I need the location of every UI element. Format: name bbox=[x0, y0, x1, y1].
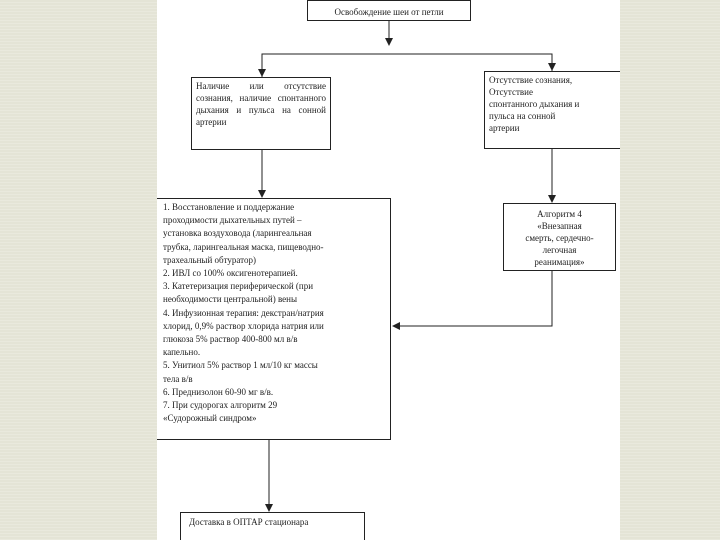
algorithm4-line: Алгоритм 4 bbox=[537, 209, 582, 219]
box-algorithm-4-reference bbox=[503, 203, 616, 271]
algorithm4-line: легочная bbox=[542, 245, 577, 255]
box-right-line: Отсутствие сознания, bbox=[489, 75, 573, 85]
box-treatment-protocol bbox=[157, 198, 391, 440]
algorithm4-line: реанимация» bbox=[534, 257, 585, 267]
protocol-line: 4. Инфузионная терапия: декстран/натрия bbox=[163, 307, 324, 318]
protocol-line: капельно. bbox=[163, 347, 201, 358]
algorithm4-line: смерть, сердечно- bbox=[525, 233, 594, 243]
box-left-text: Наличие или отсутствие сознания, наличие спонтанного дыхания и пульса на сонной артерии bbox=[196, 81, 326, 127]
background-left-panel bbox=[0, 0, 157, 540]
protocol-line: глюкоза 5% раствор 400-800 мл в/в bbox=[163, 334, 298, 345]
box-top-text: Освобождение шеи от петли bbox=[334, 7, 444, 17]
box-right-line: Отсутствие bbox=[489, 87, 533, 97]
protocol-line: 5. Унитиол 5% раствор 1 мл/10 кг массы bbox=[163, 360, 318, 371]
protocol-line: 1. Восстановление и поддержание bbox=[163, 202, 295, 212]
protocol-line: трахеальный обтуратор) bbox=[163, 254, 256, 265]
algorithm4-line: «Внезапная bbox=[537, 221, 582, 231]
box-right-line: пульса на сонной bbox=[489, 111, 556, 121]
protocol-line: проходимости дыхательных путей – bbox=[163, 215, 302, 226]
box-consciousness-absent bbox=[484, 71, 620, 149]
box-delivery-to-hospital bbox=[180, 512, 365, 540]
protocol-line: «Судорожный синдром» bbox=[163, 413, 257, 424]
protocol-line: 3. Катетеризация периферической (при bbox=[163, 281, 314, 292]
protocol-line: трубка, ларингеальная маска, пищеводно- bbox=[163, 241, 324, 252]
protocol-line: 6. Преднизолон 60-90 мг в/в. bbox=[163, 386, 274, 397]
protocol-line: хлорид, 0,9% раствор хлорида натрия или bbox=[163, 320, 324, 331]
box-release-neck-from-noose bbox=[307, 0, 471, 21]
box-right-line: спонтанного дыхания и bbox=[489, 99, 580, 109]
protocol-line: необходимости центральной) вены bbox=[163, 294, 298, 305]
protocol-line: 2. ИВЛ со 100% оксигенотерапией. bbox=[163, 268, 298, 279]
protocol-line: 7. При судорогах алгоритм 29 bbox=[163, 400, 278, 411]
box-right-line: артерии bbox=[489, 123, 520, 133]
box-consciousness-present-or-absent bbox=[191, 77, 331, 150]
protocol-line: установка воздуховода (ларингеальная bbox=[163, 228, 312, 239]
background-right-panel bbox=[620, 0, 720, 540]
box-bottom-text: Доставка в ОПТАР стационара bbox=[189, 517, 309, 527]
protocol-line: тела в/в bbox=[163, 373, 193, 384]
